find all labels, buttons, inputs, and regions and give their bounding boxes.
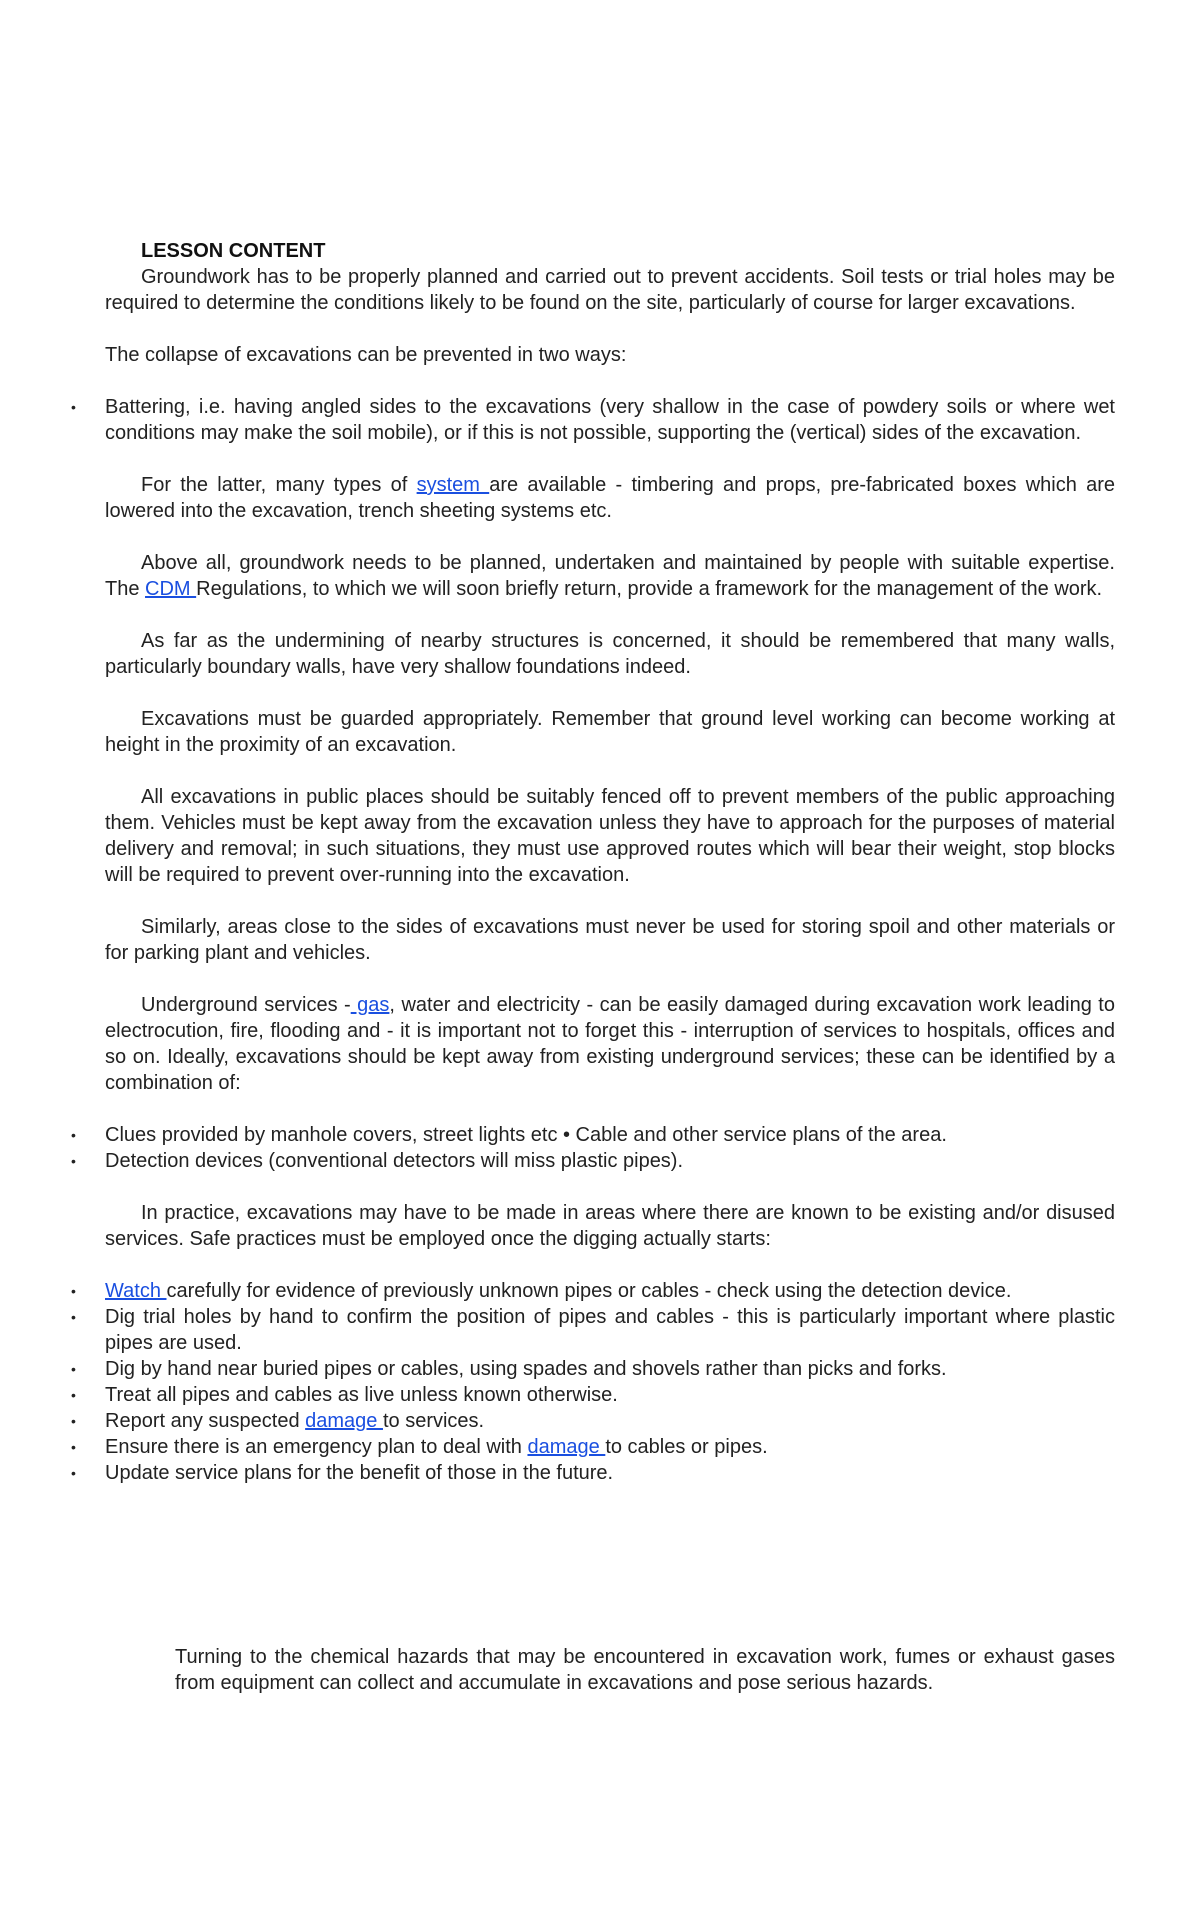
identification-list: [105, 1122, 1115, 1174]
above-all-text-before: Above all, groundwork needs to be planned, undertaken and maintained by people with suitable expertise. The: [105, 552, 1115, 600]
undermining-paragraph: As far as the undermining of nearby structures is concerned, it should be remembered that many walls, particularly boundary walls, have very shallow foundations indeed.: [105, 630, 1115, 678]
list-item-detection: • Detection devices (conventional detectors will miss plastic pipes).: [105, 1148, 1115, 1174]
similarly-paragraph: Similarly, areas close to the sides of excavations must never be used for storing spoil and other materials or for parking plant and vehicles.: [105, 916, 1115, 964]
list-item-clues: • Clues provided by manhole covers, street lights etc • Cable and other service plans of the area.: [105, 1122, 1115, 1148]
intro-paragraph: Groundwork has to be properly planned and carried out to prevent accidents. Soil tests or trial holes may be required to determine the conditions likely to be found on the site, particularly of course for larger excavations.: [105, 266, 1115, 314]
chemical-hazards-section: [175, 1644, 1115, 1722]
ensure-text-after: to cables or pipes.: [605, 1436, 768, 1458]
fenced-paragraph: All excavations in public places should be suitably fenced off to prevent members of the public approaching them. Vehicles must be kept away from the excavation unless they have to approach for the purposes of material delivery and removal; in such situations, they must use approved routes which will bear their weight, stop blocks will be required to prevent over-running into the excavation.: [105, 786, 1115, 886]
watch-text: carefully for evidence of previously unknown pipes or cables - check using the detection device.: [166, 1280, 1012, 1302]
collapse-intro-paragraph: The collapse of excavations can be prevented in two ways:: [105, 344, 627, 366]
list-item-watch: [105, 1278, 1115, 1304]
guarded-paragraph: Excavations must be guarded appropriately. Remember that ground level working can become working at height in the proximity of an excavation.: [105, 708, 1115, 756]
list-item-treat: • Treat all pipes and cables as live unless known otherwise.: [105, 1382, 1115, 1408]
report-text-before: Report any suspected: [105, 1410, 306, 1432]
latter-paragraph: [105, 472, 1115, 524]
lesson-heading: LESSON CONTENT: [141, 240, 326, 262]
list-item-report: [105, 1408, 1115, 1434]
above-all-text-after: Regulations, to which we will soon briefly return, provide a framework for the management of the work.: [196, 578, 1103, 600]
above-all-paragraph: [105, 550, 1115, 602]
underground-paragraph: [105, 992, 1115, 1096]
chemical-paragraph: Turning to the chemical hazards that may be encountered in excavation work, fumes or exhaust gases from equipment can collect and accumulate in excavations and pose serious hazards.: [175, 1646, 1115, 1694]
list-item-dig-hand: • Dig by hand near buried pipes or cables, using spades and shovels rather than picks and forks.: [105, 1356, 1115, 1382]
latter-text-before: For the latter, many types of: [141, 474, 417, 496]
system-link[interactable]: system: [416, 474, 490, 496]
underground-text-before: Underground services -: [141, 994, 351, 1016]
cdm-link[interactable]: CDM: [145, 578, 197, 600]
damage-link-report[interactable]: damage: [305, 1410, 383, 1432]
list-item-battering: • Battering, i.e. having angled sides to the excavations (very shallow in the case of powdery soils or where wet conditions may make the soil mobile), or if this is not possible, supporting the (vertical) sides of the excavation.: [105, 394, 1115, 446]
list-item-dig-trial: • Dig trial holes by hand to confirm the position of pipes and cables - this is particularly important where plastic pipes are used.: [105, 1304, 1115, 1356]
safe-practices-list: [105, 1278, 1115, 1486]
watch-link[interactable]: Watch: [105, 1280, 167, 1302]
collapse-methods-list: [105, 394, 1115, 446]
ensure-text-before: Ensure there is an emergency plan to deal with: [105, 1436, 528, 1458]
lesson-body: [105, 238, 1115, 1512]
latter-text-after: are available - timbering and props, pre-fabricated boxes which are lowered into the excavation, trench sheeting systems etc.: [105, 474, 1115, 522]
gas-link[interactable]: gas: [350, 994, 390, 1016]
underground-text-after: , water and electricity - can be easily damaged during excavation work leading to electrocution, fire, flooding and - it is important not to forget this - interruption of services to hospitals, offices and so on. Ideally, excavations should be kept away from existing underground services; these can be identified by a combination of:: [105, 994, 1115, 1094]
practice-paragraph: In practice, excavations may have to be made in areas where there are known to be existing and/or disused services. Safe practices must be employed once the digging actually starts:: [105, 1202, 1115, 1250]
list-item-ensure: [105, 1434, 1115, 1460]
damage-link-ensure[interactable]: damage: [527, 1436, 606, 1458]
list-item-update: • Update service plans for the benefit of those in the future.: [105, 1460, 1115, 1486]
report-text-after: to services.: [382, 1410, 485, 1432]
